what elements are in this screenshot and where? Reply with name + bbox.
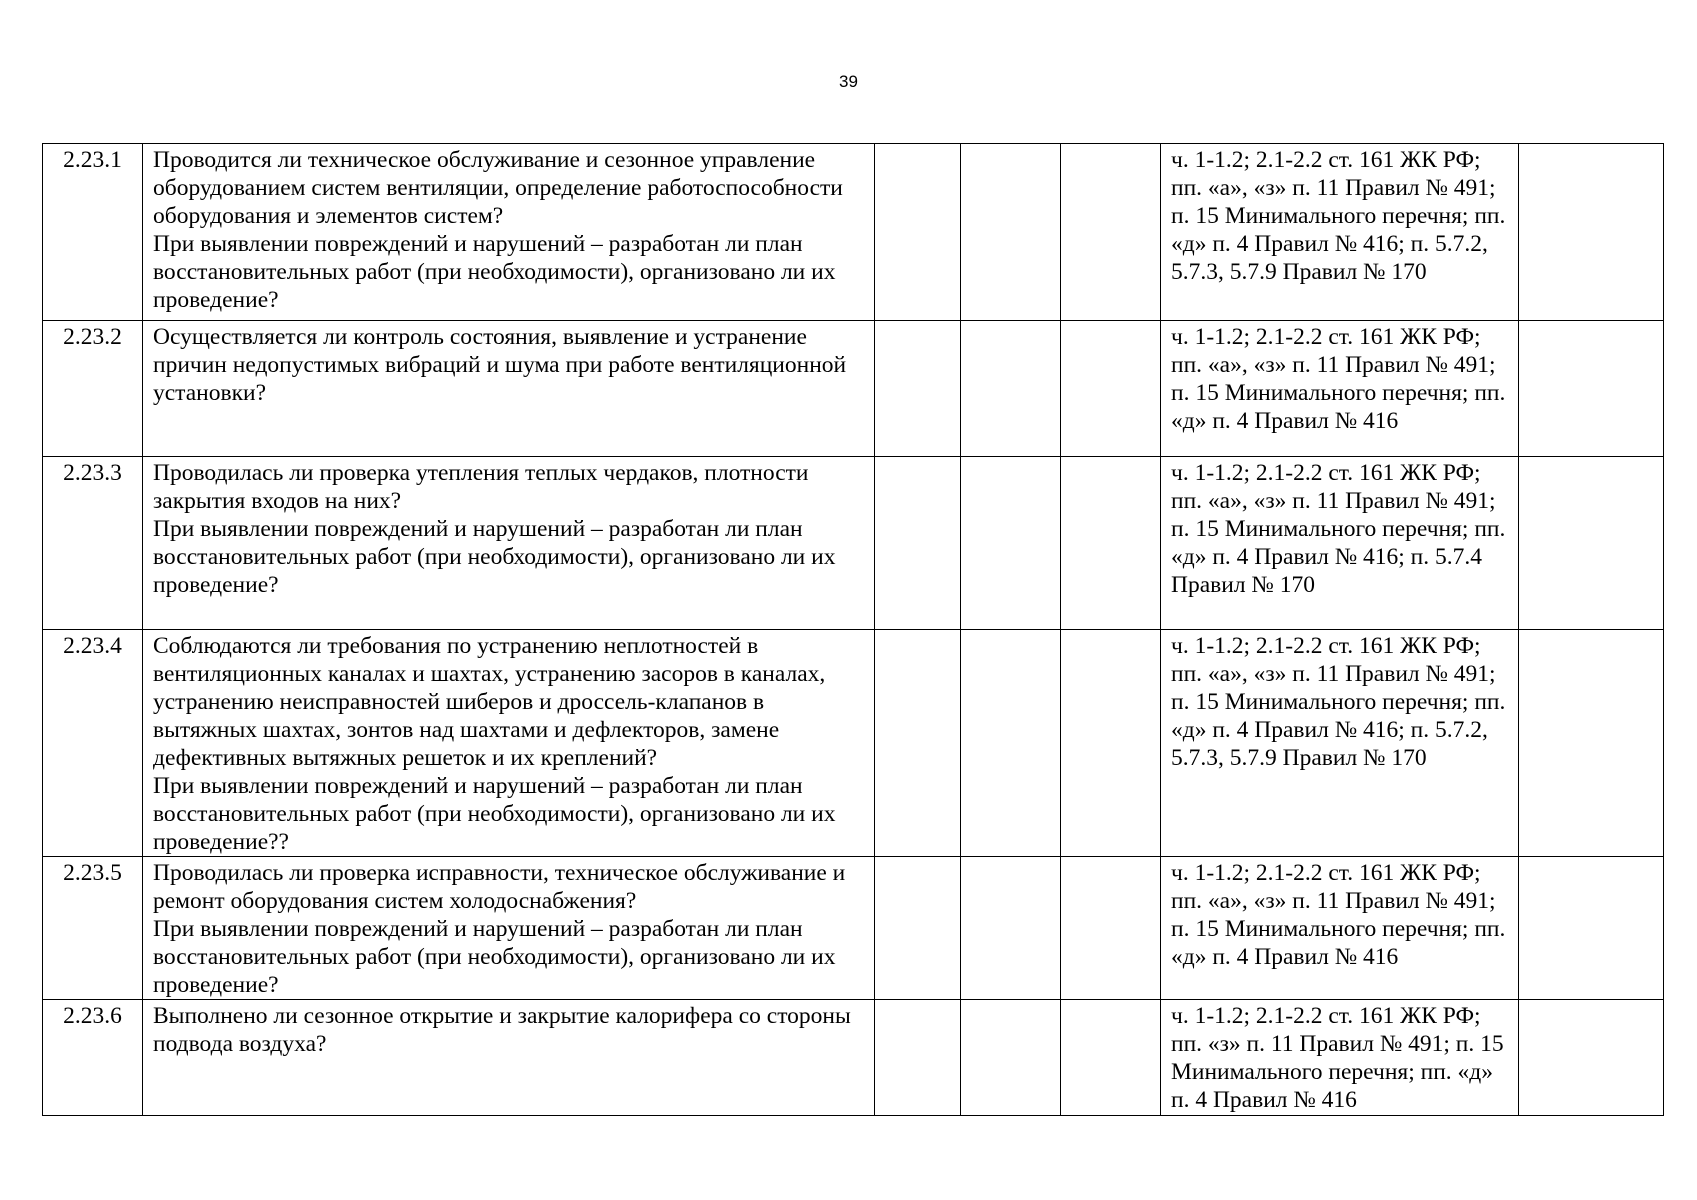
- legal-reference: ч. 1-1.2; 2.1-2.2 ст. 161 ЖК РФ; пп. «а», «з» п. 11 Правил № 491; п. 15 Минимального перечня; пп. «д» п. 4 Правил № 416; п. 5.7.2, 5.7.3, 5.7.9 Правил № 170: [1161, 144, 1519, 321]
- answer-not-applicable-cell[interactable]: [1061, 457, 1161, 630]
- legal-reference: ч. 1-1.2; 2.1-2.2 ст. 161 ЖК РФ; пп. «а», «з» п. 11 Правил № 491; п. 15 Минимального перечня; пп. «д» п. 4 Правил № 416: [1161, 321, 1519, 457]
- notes-cell[interactable]: [1519, 857, 1664, 1000]
- item-number: 2.23.3: [43, 457, 143, 630]
- question-text: Осуществляется ли контроль состояния, выявление и устранение причин недопустимых вибраций и шума при работе вентиляционной установки?: [143, 321, 875, 457]
- answer-no-cell[interactable]: [961, 1000, 1061, 1116]
- answer-no-cell[interactable]: [961, 457, 1061, 630]
- table-row: [43, 321, 1664, 457]
- table-row: [43, 1000, 1664, 1116]
- page-number: 39: [839, 72, 858, 91]
- item-number: 2.23.1: [43, 144, 143, 321]
- item-number: 2.23.4: [43, 630, 143, 857]
- answer-yes-cell[interactable]: [875, 321, 961, 457]
- notes-cell[interactable]: [1519, 630, 1664, 857]
- legal-reference: ч. 1-1.2; 2.1-2.2 ст. 161 ЖК РФ; пп. «а», «з» п. 11 Правил № 491; п. 15 Минимального перечня; пп. «д» п. 4 Правил № 416; п. 5.7.2, 5.7.3, 5.7.9 Правил № 170: [1161, 630, 1519, 857]
- table-row: [43, 630, 1664, 857]
- item-number: 2.23.2: [43, 321, 143, 457]
- question-text: Соблюдаются ли требования по устранению неплотностей в вентиляционных каналах и шахтах, устранению засоров в каналах, устранению неисправностей шиберов и дроссель-клапанов в вытяжных шахтах, зонтов над шахтами и дефлекторов, замене дефективных вытяжных решеток и их креплений? При выявлении повреждений и нарушений – разработан ли план восстановительных работ (при необходимости), организовано ли их проведение??: [143, 630, 875, 857]
- table-row: [43, 857, 1664, 1000]
- answer-no-cell[interactable]: [961, 630, 1061, 857]
- item-number: 2.23.6: [43, 1000, 143, 1116]
- answer-yes-cell[interactable]: [875, 630, 961, 857]
- checklist-table: [42, 143, 1664, 1116]
- notes-cell[interactable]: [1519, 1000, 1664, 1116]
- question-text: Проводится ли техническое обслуживание и сезонное управление оборудованием систем вентиляции, определение работоспособности оборудования и элементов систем? При выявлении повреждений и нарушений – разработан ли план восстановительных работ (при необходимости), организовано ли их проведение?: [143, 144, 875, 321]
- legal-reference: ч. 1-1.2; 2.1-2.2 ст. 161 ЖК РФ; пп. «а», «з» п. 11 Правил № 491; п. 15 Минимального перечня; пп. «д» п. 4 Правил № 416; п. 5.7.4 Правил № 170: [1161, 457, 1519, 630]
- table-row: [43, 144, 1664, 321]
- question-text: Выполнено ли сезонное открытие и закрытие калорифера со стороны подвода воздуха?: [143, 1000, 875, 1116]
- legal-reference: ч. 1-1.2; 2.1-2.2 ст. 161 ЖК РФ; пп. «з» п. 11 Правил № 491; п. 15 Минимального перечня; пп. «д» п. 4 Правил № 416: [1161, 1000, 1519, 1116]
- answer-yes-cell[interactable]: [875, 457, 961, 630]
- answer-not-applicable-cell[interactable]: [1061, 857, 1161, 1000]
- answer-not-applicable-cell[interactable]: [1061, 321, 1161, 457]
- answer-not-applicable-cell[interactable]: [1061, 630, 1161, 857]
- answer-not-applicable-cell[interactable]: [1061, 144, 1161, 321]
- legal-reference: ч. 1-1.2; 2.1-2.2 ст. 161 ЖК РФ; пп. «а», «з» п. 11 Правил № 491; п. 15 Минимального перечня; пп. «д» п. 4 Правил № 416: [1161, 857, 1519, 1000]
- question-text: Проводилась ли проверка исправности, техническое обслуживание и ремонт оборудования систем холодоснабжения? При выявлении повреждений и нарушений – разработан ли план восстановительных работ (при необходимости), организовано ли их проведение?: [143, 857, 875, 1000]
- item-number: 2.23.5: [43, 857, 143, 1000]
- answer-no-cell[interactable]: [961, 857, 1061, 1000]
- answer-yes-cell[interactable]: [875, 144, 961, 321]
- answer-no-cell[interactable]: [961, 144, 1061, 321]
- notes-cell[interactable]: [1519, 144, 1664, 321]
- answer-yes-cell[interactable]: [875, 857, 961, 1000]
- table-row: [43, 457, 1664, 630]
- question-text: Проводилась ли проверка утепления теплых чердаков, плотности закрытия входов на них? При выявлении повреждений и нарушений – разработан ли план восстановительных работ (при необходимости), организовано ли их проведение?: [143, 457, 875, 630]
- answer-not-applicable-cell[interactable]: [1061, 1000, 1161, 1116]
- answer-yes-cell[interactable]: [875, 1000, 961, 1116]
- notes-cell[interactable]: [1519, 321, 1664, 457]
- notes-cell[interactable]: [1519, 457, 1664, 630]
- answer-no-cell[interactable]: [961, 321, 1061, 457]
